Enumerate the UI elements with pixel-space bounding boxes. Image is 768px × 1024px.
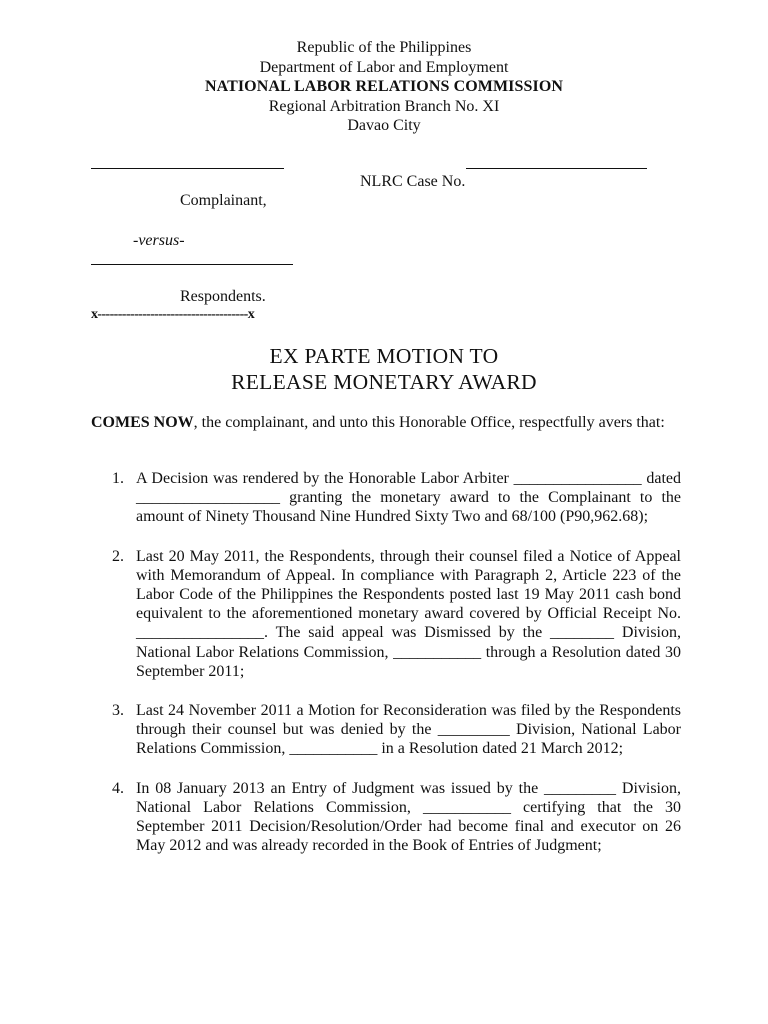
averments-list [91,469,681,875]
intro-lead: COMES NOW [91,414,194,431]
header-branch: Regional Arbitration Branch No. XI [268,97,500,115]
list-item [91,701,681,759]
title-line-1: EX PARTE MOTION TO [269,344,499,368]
intro-paragraph [91,413,681,433]
case-no-label: NLRC Case No. [360,173,466,190]
document-title [0,343,768,395]
item-number: 3. [112,702,124,720]
header-department: Department of Labor and Employment [259,58,509,76]
header-commission: NATIONAL LABOR RELATIONS COMMISSION [204,78,564,95]
case-no-line [466,168,647,169]
respondents-name-line [91,264,293,265]
respondents-label: Respondents. [180,288,266,305]
list-item [91,779,681,856]
title-line-2: RELEASE MONETARY AWARD [231,370,537,394]
versus-label: -versus- [133,232,185,249]
complainant-label: Complainant, [180,192,267,209]
header-city: Davao City [347,117,421,134]
caption-separator: x-------------------------------------x [91,307,255,322]
list-item [91,469,681,527]
header-republic: Republic of the Philippines [296,39,472,56]
item-text: In 08 January 2013 an Entry of Judgment was issued by the _________ Division, National Labor Relations Commission, ___________ certifying that the 30 September 2011 Decision/Resolution/Order had become final and executor on 26 May 2012 and was already recorded in the Book of Entries of Judgment; [136,779,681,855]
intro-rest: , the complainant, and unto this Honorable Office, respectfully avers that: [193,414,665,431]
item-text: A Decision was rendered by the Honorable Labor Arbiter ________________ dated __________________ granting the monetary award to the Complainant to the amount of Ninety Thousand Nine Hundred Sixty Two and 68/100 (P90,962.68); [136,470,681,526]
item-text: Last 24 November 2011 a Motion for Reconsideration was filed by the Respondents through their counsel but was denied by the _________ Division, National Labor Relations Commission, ___________ in a Resolution dated 21 March 2012; [136,702,681,758]
item-number: 1. [112,470,124,487]
item-number: 4. [112,779,124,797]
list-item [91,547,681,681]
document-header [0,38,768,136]
item-text: Last 20 May 2011, the Respondents, through their counsel filed a Notice of Appeal with Memorandum of Appeal. In compliance with Paragraph 2, Article 223 of the Labor Code of the Philippines the Respondents posted last 19 May 2011 cash bond equivalent to the aforementioned monetary award covered by Official Receipt No. ________________. The said appeal was Dismissed by the ________ Division, National Labor Relations Commission, ___________ through a Resolution dated 30 September 2011; [136,547,681,680]
item-number: 2. [112,547,124,565]
complainant-name-line [91,168,284,169]
